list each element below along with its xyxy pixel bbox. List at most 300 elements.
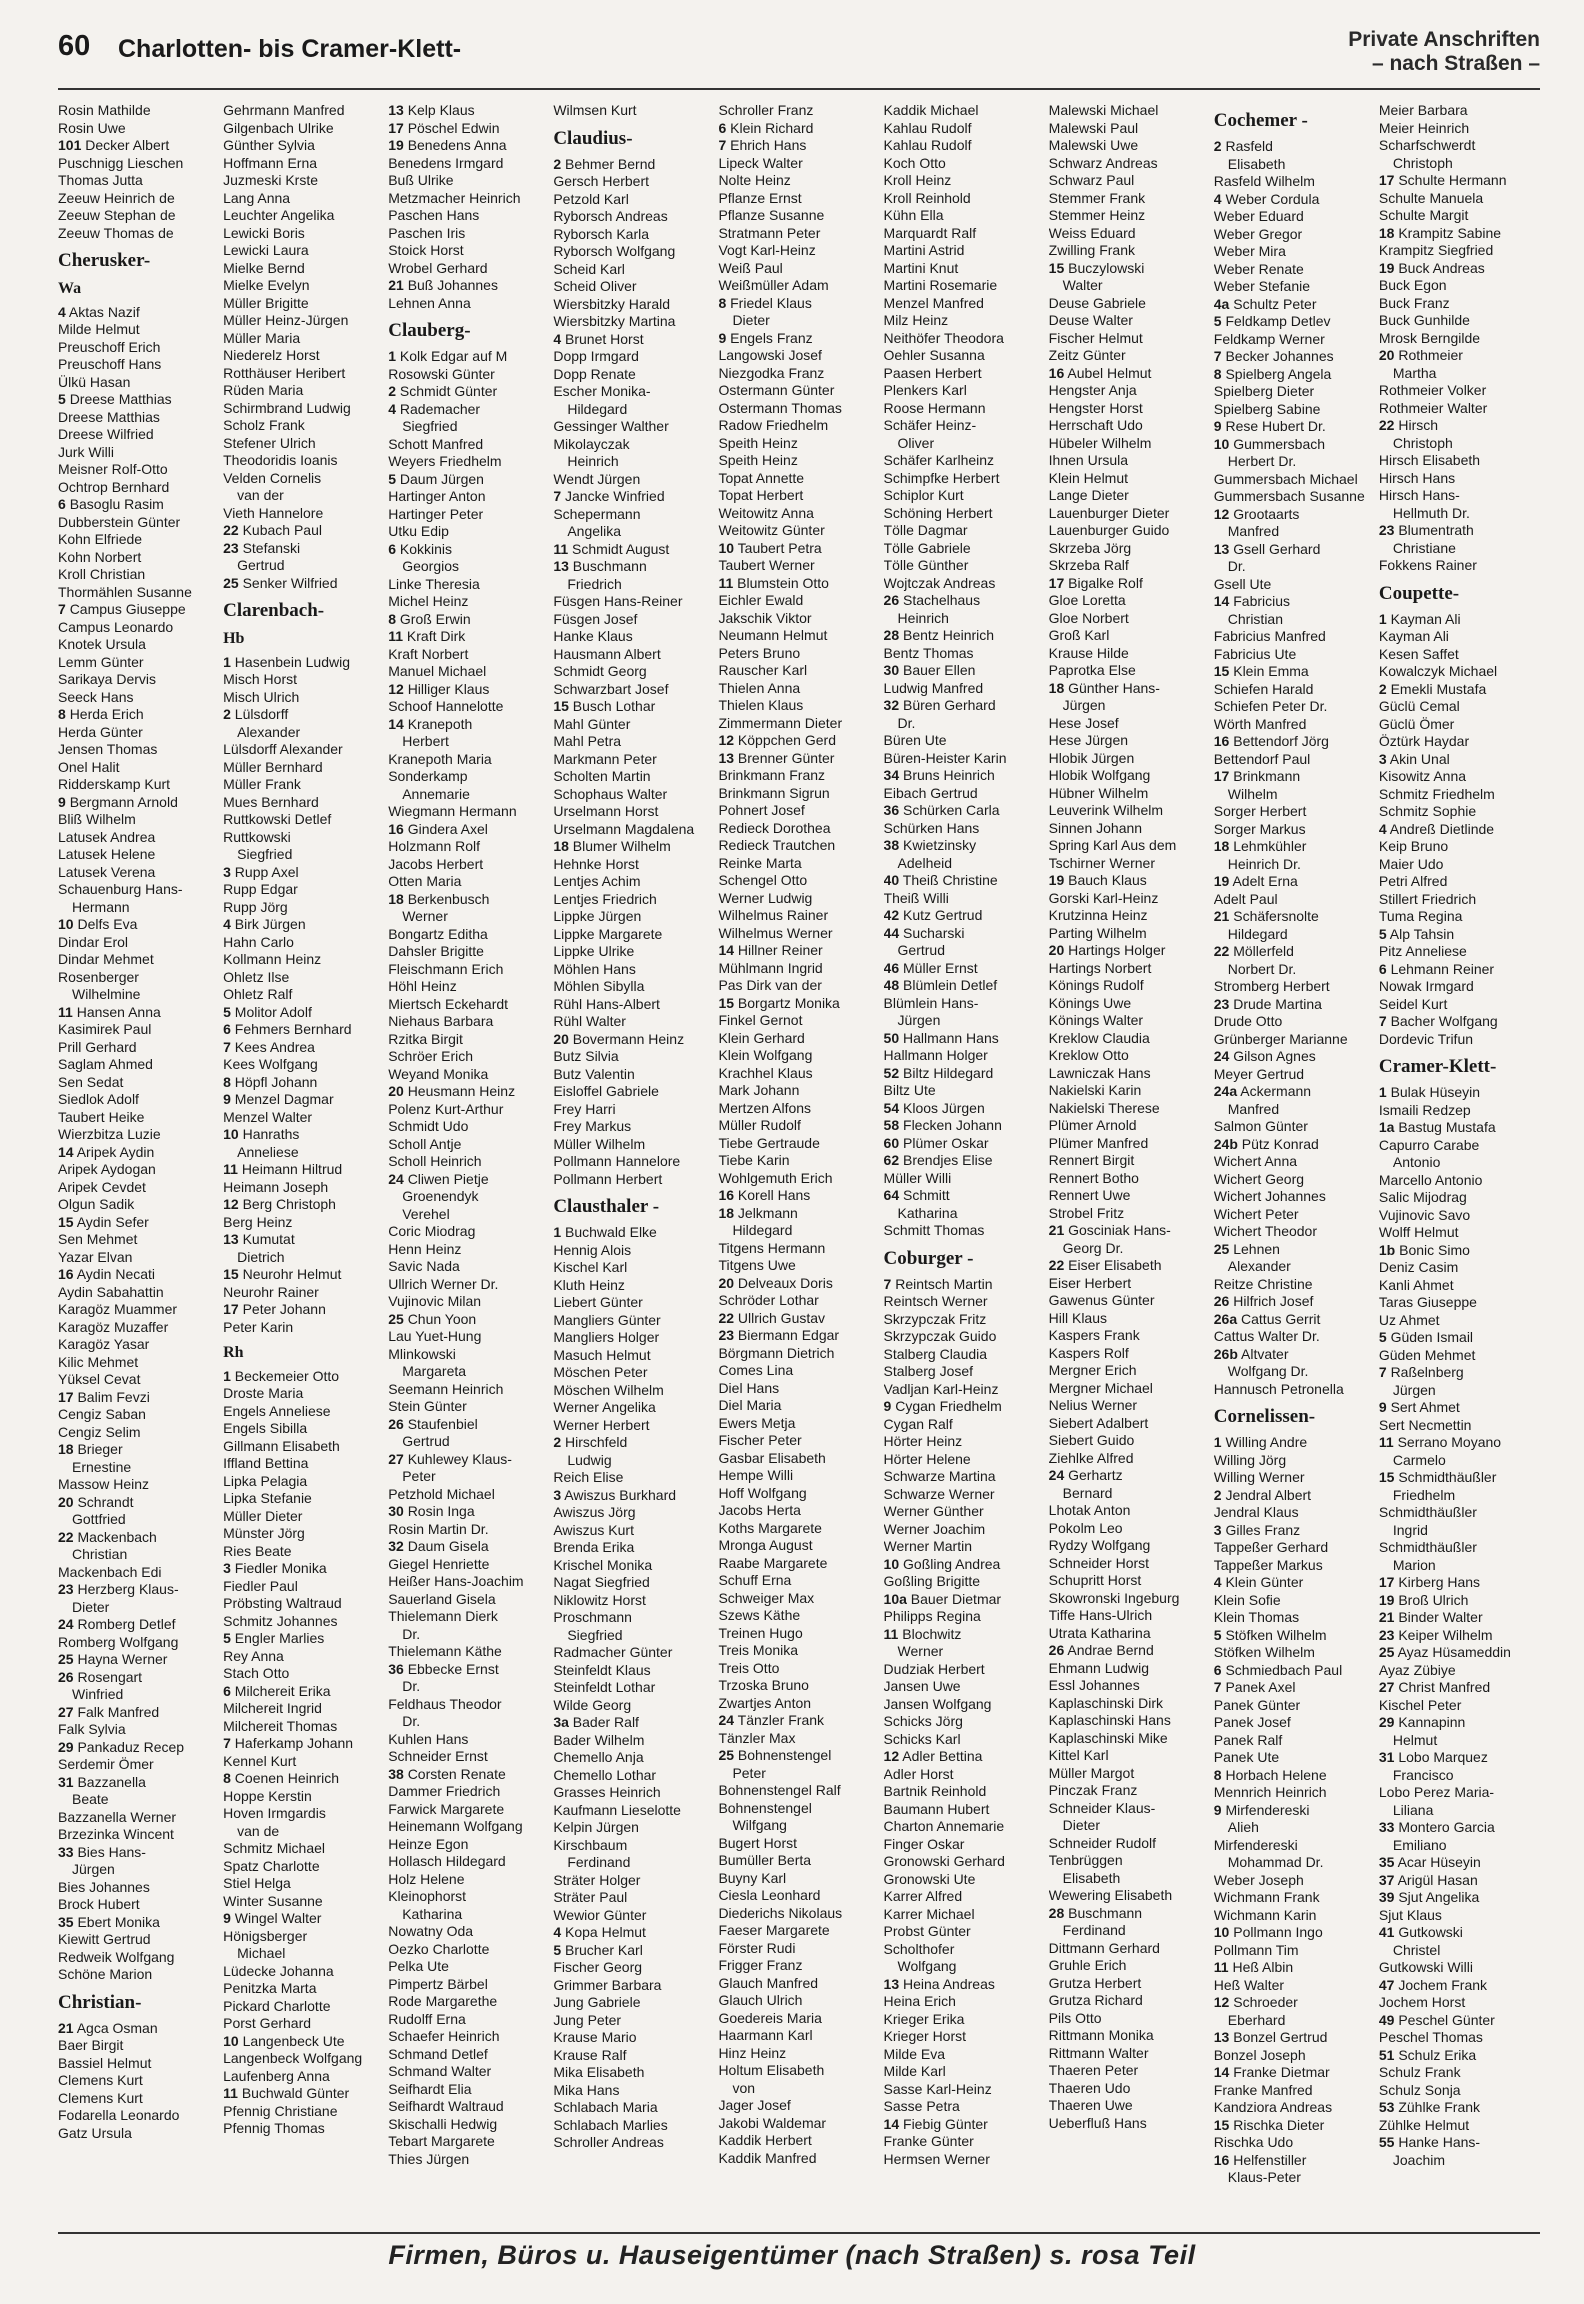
resident-entry (223, 864, 384, 882)
resident-name: Kowalczyk Michael (1378, 663, 1498, 679)
resident-name: Diel Maria (718, 1397, 782, 1413)
resident-entry (223, 1438, 384, 1456)
directory-columns (58, 102, 1540, 2218)
resident-entry (1049, 2080, 1210, 2098)
house-number: 1 (1378, 610, 1387, 627)
resident-name: Buchwald Günter (241, 2085, 350, 2101)
resident-name: Lüdecke Johanna (223, 1962, 334, 1979)
resident-name: Ryborsch Wolfgang (553, 243, 676, 259)
resident-entry (1379, 733, 1540, 751)
house-number: 21 (1213, 908, 1230, 924)
resident-name: Otten Maria (388, 873, 462, 889)
resident-entry (1214, 1066, 1375, 1084)
resident-entry (884, 1853, 1045, 1871)
resident-name: Siegfried (237, 846, 293, 862)
resident-name: Kraft Dirk (406, 628, 466, 644)
resident-entry (58, 444, 219, 462)
resident-entry (1214, 1942, 1375, 1960)
resident-name: Radow Friedhelm (718, 417, 829, 433)
resident-name: Biltz Hildegard (903, 1064, 994, 1081)
resident-entry (388, 611, 549, 629)
resident-name: Spielberg Dieter (1213, 383, 1315, 399)
entry-continuation (388, 1713, 549, 1731)
house-number: 29 (1378, 1714, 1395, 1730)
resident-entry (718, 1747, 879, 1765)
resident-entry (1049, 732, 1210, 750)
resident-name: Urselmann Horst (553, 803, 659, 819)
house-number: 5 (223, 1630, 231, 1646)
resident-entry (388, 137, 549, 155)
resident-name: Wichert Anna (1213, 1153, 1298, 1169)
resident-name: Vogt Karl-Heinz (718, 242, 816, 258)
resident-name: Füsgen Hans-Reiner (553, 593, 683, 609)
resident-name: Mahl Günter (553, 715, 631, 732)
resident-entry (1379, 768, 1540, 786)
resident-name: Siedlok Adolf (58, 1091, 139, 1107)
resident-name: Schürken Hans (883, 819, 980, 836)
resident-entry (718, 1572, 879, 1590)
resident-name: Hillner Reiner (737, 942, 823, 958)
resident-name: Pimpertz Bärbel (388, 1975, 488, 1992)
resident-entry (553, 768, 714, 786)
house-number: 52 (883, 1064, 900, 1081)
resident-name: Franke Manfred (1213, 2081, 1313, 2098)
house-number: 2 (1213, 1486, 1222, 1503)
resident-name: Kaufmann Lieselotte (553, 1801, 681, 1818)
resident-entry (884, 522, 1045, 540)
entry-continuation (553, 1854, 714, 1872)
resident-name: Mackenbach (77, 1528, 157, 1545)
resident-entry (718, 1905, 879, 1923)
resident-entry (1049, 890, 1210, 908)
resident-name: Stemmer Heinz (1048, 207, 1146, 223)
house-number: 55 (1378, 2134, 1395, 2150)
resident-name: Senker Wilfried (242, 574, 338, 591)
resident-entry (553, 102, 714, 120)
resident-entry (58, 1319, 219, 1337)
resident-name: Misch Ulrich (223, 688, 300, 705)
resident-name: Schweiger Max (718, 1589, 815, 1606)
resident-name: Frey Markus (553, 1118, 632, 1134)
house-number: 51 (1378, 2046, 1395, 2063)
resident-name: Schürken Carla (903, 802, 1000, 818)
resident-entry (223, 522, 384, 540)
resident-name: Tenbrüggen (1048, 1852, 1123, 1868)
house-number: 25 (388, 1310, 404, 1327)
entry-continuation (884, 435, 1045, 453)
resident-name: Stoick Horst (388, 242, 464, 258)
resident-entry (58, 207, 219, 225)
resident-entry (718, 1887, 879, 1905)
resident-name: Antonio (1392, 1154, 1441, 1170)
resident-name: Rode Margarethe (388, 1993, 498, 2009)
resident-name: Raßelnberg (1390, 1364, 1464, 1380)
resident-name: Bruns Heinrich (903, 767, 995, 783)
resident-name: Giegel Henriette (388, 1555, 490, 1572)
resident-name: Manfred (1227, 1100, 1280, 1117)
entry-continuation (58, 1511, 219, 1529)
resident-name: Schengel Otto (718, 872, 808, 888)
house-number: 23 (1213, 995, 1230, 1012)
resident-entry (388, 366, 549, 384)
entry-continuation (1214, 453, 1375, 471)
resident-name: Schimpfke Herbert (883, 469, 1000, 486)
resident-name: Salmon Günter (1213, 1118, 1308, 1134)
resident-entry (553, 156, 714, 174)
resident-name: Zeeuw Heinrich de (58, 189, 175, 206)
resident-entry (718, 627, 879, 645)
resident-name: Hanraths (242, 1126, 300, 1142)
house-number: 24 (58, 1616, 74, 1632)
resident-name: Redieck Trautchen (718, 837, 836, 853)
resident-name: Romberg Detlef (77, 1616, 176, 1632)
resident-entry (1049, 1607, 1210, 1625)
resident-name: Kennel Kurt (223, 1752, 297, 1769)
resident-name: Schmidt Georg (553, 663, 647, 679)
house-number: 18 (388, 890, 404, 907)
resident-name: Walter (1062, 277, 1103, 293)
resident-entry (58, 776, 219, 794)
resident-name: Wichert Georg (1213, 1170, 1305, 1187)
page-header (58, 28, 1540, 84)
resident-name: Thomas Jutta (58, 172, 143, 188)
resident-name: Annemarie (402, 785, 470, 802)
resident-name: Weber Mira (1213, 243, 1286, 259)
resident-entry (553, 436, 714, 454)
resident-entry (58, 1126, 219, 1144)
resident-entry (553, 1819, 714, 1837)
resident-name: Kaplaschinski Mike (1048, 1729, 1168, 1746)
resident-entry (388, 1643, 549, 1661)
resident-name: Schroller Franz (718, 102, 814, 118)
resident-name: Decker Albert (85, 137, 170, 153)
resident-entry (718, 1432, 879, 1450)
resident-entry (388, 1958, 549, 1976)
resident-name: Sarikaya Dervis (58, 671, 157, 687)
resident-name: Vieth Hannelore (223, 504, 324, 521)
house-number: 17 (1213, 768, 1230, 784)
resident-name: Schrandt (77, 1493, 134, 1510)
resident-name: Skrzypczak Guido (883, 1328, 997, 1344)
resident-entry (1214, 418, 1375, 436)
resident-entry (58, 461, 219, 479)
resident-name: Kroll Reinhold (883, 189, 971, 206)
resident-name: Drude Otto (1213, 1013, 1283, 1029)
resident-name: Schäfer Heinz- (883, 417, 977, 433)
resident-name: Dietrich (237, 1248, 285, 1265)
resident-entry (884, 1871, 1045, 1889)
resident-entry (223, 1196, 384, 1214)
resident-name: Falk Sylvia (58, 1721, 126, 1737)
resident-name: Werner Angelika (553, 1399, 656, 1415)
resident-entry (223, 1109, 384, 1127)
resident-name: Klein Helmut (1048, 469, 1129, 486)
resident-name: Weitowitz Günter (718, 522, 825, 538)
resident-name: Heß Albin (1232, 1959, 1294, 1975)
resident-name: Mronga August (718, 1537, 813, 1553)
resident-name: Jürgen (897, 1012, 941, 1028)
resident-name: Heinrich Dr. (1227, 855, 1301, 872)
resident-name: Klaus-Peter (1227, 2169, 1301, 2185)
house-number: 19 (1378, 1591, 1395, 1608)
resident-name: Kasimirek Paul (58, 1021, 152, 1037)
resident-name: Pfennig Thomas (223, 2120, 325, 2136)
resident-entry (58, 2055, 219, 2073)
resident-entry (223, 1858, 384, 1876)
resident-name: Dindar Mehmet (58, 951, 154, 967)
resident-name: Skrzeba Ralf (1048, 557, 1129, 573)
resident-entry (718, 1520, 879, 1538)
resident-name: Schulz Sonja (1378, 2081, 1461, 2098)
resident-name: Mertzen Alfons (718, 1099, 812, 1116)
resident-entry (553, 1697, 714, 1715)
resident-name: Scheid Oliver (553, 278, 637, 294)
resident-name: Ehmann Ludwig (1048, 1659, 1150, 1676)
entry-continuation (1214, 523, 1375, 541)
resident-name: Schmitz Michael (223, 1840, 326, 1856)
resident-entry (718, 610, 879, 628)
resident-entry (1049, 1380, 1210, 1398)
resident-entry (58, 2020, 219, 2038)
resident-name: Zeeuw Thomas de (58, 224, 174, 241)
resident-entry (718, 242, 879, 260)
resident-name: Rosengart (77, 1668, 143, 1685)
resident-entry (1049, 1992, 1210, 2010)
resident-name: Möllerfeld (1233, 943, 1294, 959)
resident-entry (718, 1870, 879, 1888)
resident-entry (223, 382, 384, 400)
resident-name: Ueberfluß Hans (1048, 2114, 1147, 2131)
resident-name: Heinze Egon (388, 1835, 469, 1852)
resident-entry (58, 1826, 219, 1844)
resident-name: Dr. (897, 714, 916, 731)
resident-entry (388, 1941, 549, 1959)
house-number: 4 (1213, 190, 1222, 207)
resident-entry (223, 1788, 384, 1806)
resident-entry (553, 366, 714, 384)
resident-name: Jung Peter (553, 2011, 622, 2028)
resident-entry (1214, 1574, 1375, 1592)
house-number: 11 (58, 1003, 73, 1020)
resident-entry (1049, 750, 1210, 768)
resident-entry (1049, 1275, 1210, 1293)
resident-name: Panek Günter (1213, 1696, 1301, 1713)
resident-name: Dopp Renate (553, 365, 636, 382)
resident-entry (553, 821, 714, 839)
resident-entry (884, 1486, 1045, 1504)
resident-name: Awiszus Jörg (553, 1504, 636, 1520)
house-number: 27 (388, 1450, 404, 1467)
resident-name: Schroeder (1233, 1994, 1298, 2010)
resident-name: Güclü Ömer (1378, 715, 1455, 732)
resident-entry (1049, 925, 1210, 943)
resident-entry (718, 1590, 879, 1608)
resident-name: Rosin Uwe (58, 119, 126, 136)
resident-entry (388, 242, 549, 260)
resident-entry (223, 1403, 384, 1421)
entry-continuation (1379, 1382, 1540, 1400)
entry-continuation (1379, 1837, 1540, 1855)
resident-entry (223, 470, 384, 488)
resident-entry (1214, 173, 1375, 191)
resident-name: Kolk Edgar auf M (399, 348, 508, 364)
house-number: 11 (883, 1625, 899, 1642)
resident-name: Kubach Paul (242, 522, 322, 538)
resident-entry (1379, 277, 1540, 295)
resident-name: Jakschik Viktor (718, 609, 812, 626)
house-number: 23 (1378, 1626, 1395, 1643)
resident-entry (58, 479, 219, 497)
house-number: 10 (883, 1555, 900, 1572)
resident-name: Heß Walter (1213, 1976, 1285, 1993)
resident-name: Könings Uwe (1048, 994, 1132, 1011)
resident-name: Redieck Dorothea (718, 819, 831, 836)
house-number: 20 (58, 1493, 74, 1510)
resident-name: Adelheid (897, 854, 953, 871)
entry-continuation (1049, 1922, 1210, 1940)
resident-entry (1379, 1994, 1540, 2012)
resident-name: Buß Ulrike (388, 172, 454, 188)
resident-name: Bentz Heinrich (903, 627, 995, 643)
resident-name: Rüden Maria (223, 382, 304, 398)
resident-name: Groß Erwin (399, 610, 471, 627)
resident-name: Bies Johannes (58, 1878, 150, 1895)
house-number: 5 (1378, 1329, 1387, 1345)
house-number: 14 (883, 2115, 900, 2132)
resident-name: Hermsen Werner (883, 2150, 990, 2167)
resident-entry (1379, 260, 1540, 278)
resident-entry (1049, 1747, 1210, 1765)
resident-name: von (732, 2079, 756, 2096)
entry-continuation (388, 1906, 549, 1924)
resident-name: Dudziak Herbert (883, 1660, 985, 1677)
resident-entry (1214, 243, 1375, 261)
resident-entry (58, 1231, 219, 1249)
resident-entry (223, 365, 384, 383)
resident-entry (718, 190, 879, 208)
resident-name: Wiersbitzky Martina (553, 313, 676, 329)
resident-name: Seifhardt Waltraud (388, 2098, 504, 2114)
resident-name: Grutza Richard (1048, 1992, 1143, 2008)
resident-entry (388, 1888, 549, 1906)
resident-entry (553, 1048, 714, 1066)
resident-entry (388, 383, 549, 401)
resident-name: Klein Sofie (1213, 1591, 1281, 1608)
resident-name: Herbert (402, 733, 449, 749)
resident-name: Manfred (1227, 523, 1280, 539)
entry-continuation (1379, 2152, 1540, 2170)
resident-entry (1214, 1679, 1375, 1697)
resident-entry (718, 960, 879, 978)
house-number: 12 (883, 1748, 900, 1764)
resident-entry (718, 1117, 879, 1135)
entry-continuation (1379, 1487, 1540, 1505)
resident-name: Mergner Michael (1048, 1379, 1153, 1396)
resident-entry (58, 636, 219, 654)
resident-name: Rese Hubert Dr. (1225, 418, 1326, 434)
resident-name: Szews Käthe (718, 1607, 801, 1623)
resident-entry (718, 347, 879, 365)
resident-entry (1049, 557, 1210, 575)
resident-entry (388, 207, 549, 225)
resident-entry (388, 1783, 549, 1801)
resident-entry (58, 1074, 219, 1092)
resident-entry (884, 2133, 1045, 2151)
resident-name: Diel Hans (718, 1379, 780, 1396)
resident-name: Stalberg Josef (883, 1363, 974, 1379)
house-number: 3 (1213, 1521, 1222, 1538)
resident-entry (58, 1021, 219, 1039)
resident-entry (718, 855, 879, 873)
resident-entry (388, 943, 549, 961)
resident-entry (223, 540, 384, 558)
resident-name: Spielberg Angela (1225, 365, 1332, 382)
resident-name: Wolfgang (897, 1958, 957, 1974)
entry-continuation (884, 855, 1045, 873)
resident-name: Schmidthäußler (1378, 1504, 1477, 1520)
resident-name: Jelkmann (737, 1204, 798, 1221)
resident-name: Petzold Karl (553, 190, 629, 207)
house-number: 17 (223, 1301, 239, 1317)
entry-continuation (388, 733, 549, 751)
resident-name: Heinrich (897, 609, 949, 626)
resident-entry (1379, 1417, 1540, 1435)
entry-continuation (1379, 1154, 1540, 1172)
resident-name: Fodarella Leonardo (58, 2107, 180, 2123)
resident-name: Eibach Gertrud (883, 784, 978, 801)
resident-name: Müller Frank (223, 776, 301, 792)
resident-entry (58, 1616, 219, 1634)
house-number: 5 (388, 470, 397, 487)
resident-name: Plümer Oskar (903, 1134, 989, 1151)
resident-name: Bauer Dietmar (910, 1590, 1002, 1607)
resident-name: Kokkinis (399, 540, 453, 557)
resident-entry (223, 1091, 384, 1109)
entry-continuation (223, 1945, 384, 1963)
resident-entry (1379, 1959, 1540, 1977)
resident-entry (553, 243, 714, 261)
resident-entry (1379, 522, 1540, 540)
resident-entry (388, 1556, 549, 1574)
resident-name: Delfs Eva (77, 916, 138, 932)
resident-name: Schwarze Martina (883, 1468, 996, 1484)
resident-name: Gloe Loretta (1048, 592, 1126, 608)
house-number: 16 (1048, 364, 1065, 381)
resident-entry (388, 1171, 549, 1189)
resident-entry (884, 1416, 1045, 1434)
resident-name: Hennig Alois (553, 1241, 632, 1258)
resident-name: Wilmsen Kurt (553, 102, 637, 118)
resident-name: Schmidt Udo (388, 1118, 469, 1134)
resident-name: Steinfeldt Lothar (553, 1679, 656, 1695)
resident-entry (1049, 1572, 1210, 1590)
house-number: 25 (223, 574, 239, 591)
resident-entry (1049, 522, 1210, 540)
resident-name: Kahlau Rudolf (883, 137, 972, 153)
resident-entry (1214, 1048, 1375, 1066)
resident-entry (884, 277, 1045, 295)
house-number: 5 (58, 391, 66, 407)
resident-name: Lauenburger Dieter (1048, 504, 1170, 521)
street-heading: Clauberg- (388, 320, 471, 341)
resident-entry (223, 1595, 384, 1613)
resident-entry (58, 1704, 219, 1722)
resident-entry (223, 260, 384, 278)
resident-entry (58, 1161, 219, 1179)
resident-entry (58, 1966, 219, 1984)
resident-entry (1379, 1609, 1540, 1627)
resident-entry (1214, 2134, 1375, 2152)
